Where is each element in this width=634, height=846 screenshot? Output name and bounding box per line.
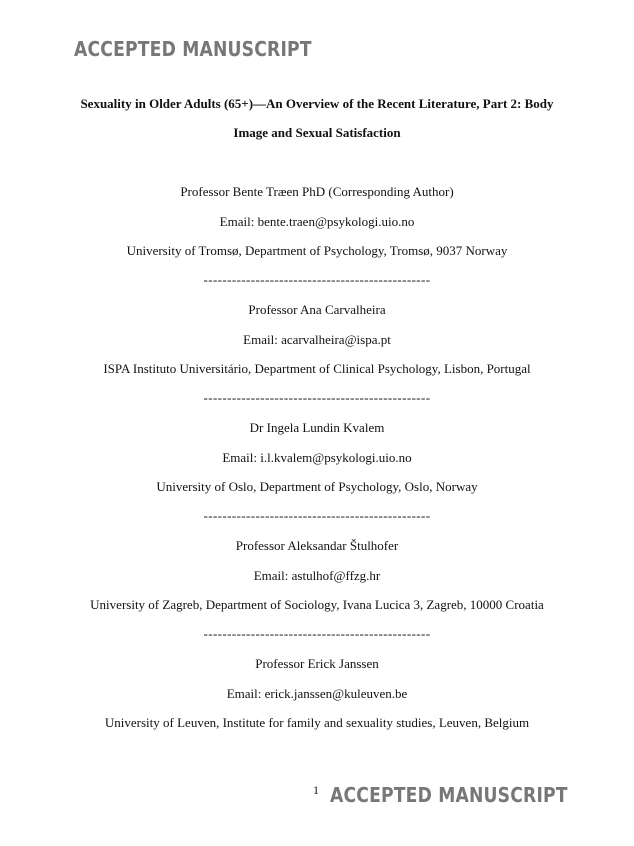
page-number: 1: [313, 783, 319, 797]
author-name: Professor Ana Carvalheira: [248, 302, 386, 317]
watermark-bottom: ACCEPTED MANUSCRIPT: [330, 783, 568, 807]
separator: ------------------------------------------------: [203, 508, 431, 523]
author-affiliation: University of Leuven, Institute for family and sexuality studies, Leuven, Belgium: [104, 715, 530, 730]
author-email: Email: i.l.kvalem@psykologi.uio.no: [222, 450, 412, 465]
author-name: Professor Bente Træen PhD (Corresponding Author): [180, 184, 454, 199]
author-name: Professor Erick Janssen: [255, 656, 379, 671]
author-email: Email: acarvalheira@ispa.pt: [243, 332, 391, 347]
separator: ------------------------------------------------: [203, 626, 431, 641]
author-name: Dr Ingela Lundin Kvalem: [249, 420, 385, 435]
author-affiliation: ISPA Instituto Universitário, Department of Clinical Psychology, Lisbon, Portugal: [103, 361, 531, 376]
separator: ------------------------------------------------: [203, 390, 431, 405]
separator: ------------------------------------------------: [203, 272, 431, 287]
author-email: Email: erick.janssen@kuleuven.be: [226, 686, 408, 701]
paper-title-line-2: Image and Sexual Satisfaction: [233, 125, 401, 140]
author-affiliation: University of Oslo, Department of Psychology, Oslo, Norway: [156, 479, 478, 494]
author-email: Email: bente.traen@psykologi.uio.no: [219, 214, 415, 229]
author-affiliation: University of Tromsø, Department of Psychology, Tromsø, 9037 Norway: [126, 243, 508, 258]
paper-title-line-1: Sexuality in Older Adults (65+)—An Overview of the Recent Literature, Part 2: Body: [80, 96, 554, 111]
author-affiliation: University of Zagreb, Department of Sociology, Ivana Lucica 3, Zagreb, 10000 Croatia: [90, 597, 544, 612]
watermark-top: ACCEPTED MANUSCRIPT: [74, 37, 312, 61]
author-name: Professor Aleksandar Štulhofer: [235, 538, 399, 553]
author-email: Email: astulhof@ffzg.hr: [253, 568, 381, 583]
